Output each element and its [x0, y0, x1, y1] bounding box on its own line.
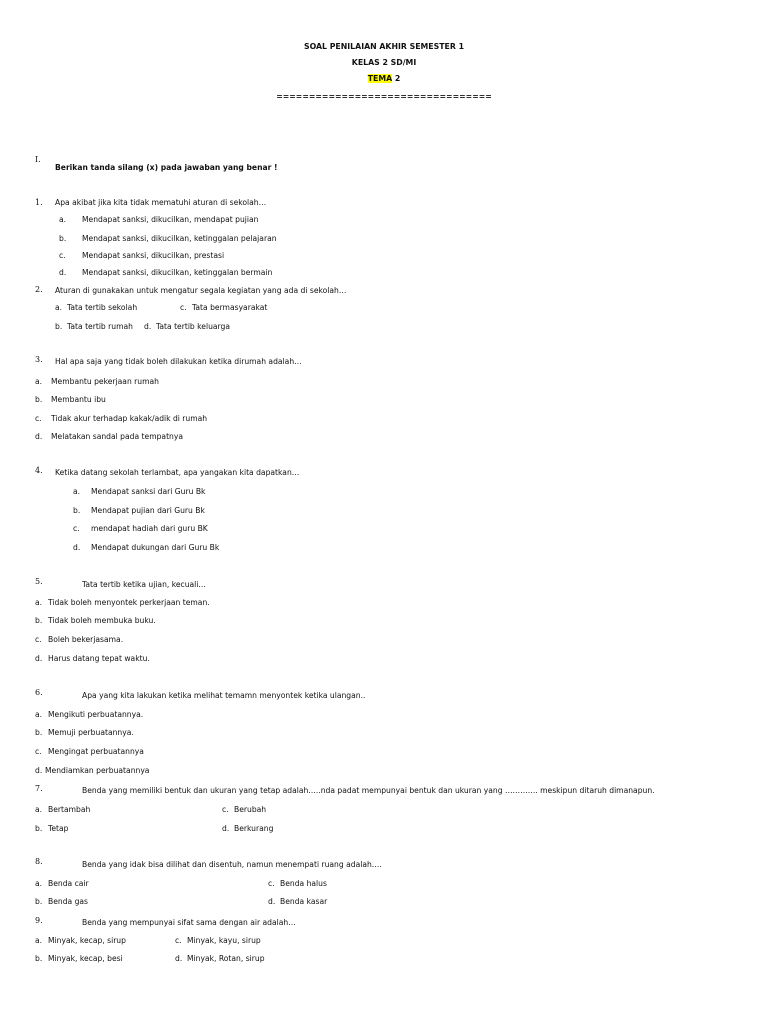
option-letter: a.: [73, 487, 81, 496]
option-letter: b.: [55, 322, 63, 331]
option-text: Mengikuti perbuatannya.: [48, 710, 144, 719]
option-letter: b.: [35, 616, 43, 625]
option-text: Benda gas: [48, 897, 89, 906]
question-number: 7.: [35, 784, 43, 793]
option-text: Membantu ibu: [51, 395, 106, 404]
option-letter: c.: [73, 524, 80, 533]
option-letter: a.: [35, 598, 43, 607]
option-text: Berkurang: [234, 824, 274, 833]
option-text: Minyak, kayu, sirup: [187, 936, 261, 945]
option-text: Mendapat dukungan dari Guru Bk: [91, 543, 220, 552]
option-text: Mengingat perbuatannya: [48, 747, 144, 756]
theme-label: [0, 74, 768, 83]
option-letter: c.: [35, 414, 42, 423]
option-text: Harus datang tepat waktu.: [48, 654, 150, 663]
option-text: Benda kasar: [280, 897, 328, 906]
option-text: Tata bermasyarakat: [192, 303, 268, 312]
question-number: 3.: [35, 355, 43, 364]
option-letter: a.: [35, 377, 43, 386]
option-letter: c.: [222, 805, 229, 814]
option-text: Mendapat sanksi, dikucilkan, mendapat pujian: [82, 215, 259, 224]
question-number: 8.: [35, 857, 43, 866]
option-text: Melatakan sandal pada tempatnya: [51, 432, 184, 441]
option-letter: b.: [35, 897, 43, 906]
option-letter: d.: [175, 954, 183, 963]
question-text: Benda yang memiliki bentuk dan ukuran yang tetap adalah…..nda padat mempunyai bentuk dan ukuran yang …………. meskipun ditaruh dimanapun.: [82, 786, 655, 795]
question-text: Tata tertib ketika ujian, kecuali…: [82, 580, 206, 589]
question-number: 2.: [35, 285, 43, 294]
option-text: Mendapat sanksi, dikucilkan, ketinggalan bermain: [82, 268, 273, 277]
option-letter: b.: [35, 728, 43, 737]
option-letter: a.: [35, 936, 43, 945]
option-text: Mendapat sanksi, dikucilkan, prestasi: [82, 251, 225, 260]
question-number: 1.: [35, 198, 43, 207]
option-letter: a.: [35, 710, 43, 719]
option-letter: b.: [73, 506, 81, 515]
question-number: 4.: [35, 466, 43, 475]
option-letter: d.: [222, 824, 230, 833]
class-label: KELAS 2 SD/MI: [351, 58, 417, 67]
option-letter: d.: [73, 543, 81, 552]
option-letter: d.: [35, 432, 43, 441]
section-number: I.: [35, 155, 41, 164]
option-letter: c.: [268, 879, 275, 888]
option-text: Tetap: [48, 824, 69, 833]
option-text: mendapat hadiah dari guru BK: [91, 524, 208, 533]
question-text: Apa akibat jika kita tidak mematuhi aturan di sekolah…: [55, 198, 267, 207]
option-letter: c.: [180, 303, 187, 312]
option-text: Mendapat sanksi, dikucilkan, ketinggalan pelajaran: [82, 234, 277, 243]
option-text: Mendapat pujian dari Guru Bk: [91, 506, 205, 515]
option-letter: c.: [35, 747, 42, 756]
option-letter: b.: [35, 954, 43, 963]
option-text: Mendiamkan perbuatannya: [45, 766, 150, 775]
option-letter: a.: [35, 879, 43, 888]
option-letter: d.: [35, 766, 43, 775]
option-text: Tidak akur terhadap kakak/adik di rumah: [51, 414, 208, 423]
question-text: Apa yang kita lakukan ketika melihat temamn menyontek ketika ulangan..: [82, 691, 366, 700]
option-letter: b.: [35, 824, 43, 833]
option-letter: c.: [175, 936, 182, 945]
option-text: Memuji perbuatannya.: [48, 728, 134, 737]
option-letter: a.: [55, 303, 63, 312]
option-text: Tidak boleh menyontek perkerjaan teman.: [48, 598, 210, 607]
option-text: Benda halus: [280, 879, 327, 888]
option-text: Minyak, kecap, besi: [48, 954, 123, 963]
option-letter: b.: [35, 395, 43, 404]
option-text: Tata tertib keluarga: [156, 322, 231, 331]
option-text: Minyak, kecap, sirup: [48, 936, 126, 945]
option-letter: c.: [59, 251, 66, 260]
question-text: Benda yang mempunyai sifat sama dengan air adalah…: [82, 918, 296, 927]
option-text: Tata tertib sekolah: [67, 303, 138, 312]
question-number: 9.: [35, 916, 43, 925]
theme-number: 2: [394, 74, 401, 83]
document-title: SOAL PENILAIAN AKHIR SEMESTER 1: [303, 42, 465, 51]
question-text: Benda yang idak bisa dilihat dan disentuh, namun menempati ruang adalah….: [82, 860, 382, 869]
option-text: Mendapat sanksi dari Guru Bk: [91, 487, 206, 496]
question-number: 5.: [35, 577, 43, 586]
option-text: Tidak boleh membuka buku.: [48, 616, 156, 625]
option-text: Boleh bekerjasama.: [48, 635, 124, 644]
question-text: Aturan di gunakakan untuk mengatur segala kegiatan yang ada di sekolah…: [55, 286, 347, 295]
option-text: Benda cair: [48, 879, 89, 888]
option-letter: d.: [144, 322, 152, 331]
theme-word-highlight: TEMA: [367, 74, 393, 83]
option-letter: a.: [59, 215, 67, 224]
option-text: Berubah: [234, 805, 267, 814]
option-text: Membantu pekerjaan rumah: [51, 377, 159, 386]
option-letter: d.: [268, 897, 276, 906]
option-letter: c.: [35, 635, 42, 644]
question-number: 6.: [35, 688, 43, 697]
option-letter: a.: [35, 805, 43, 814]
question-text: Hal apa saja yang tidak boleh dilakukan ketika dirumah adalah…: [55, 357, 302, 366]
header-divider: =================================: [276, 92, 492, 101]
option-text: Tata tertib rumah: [67, 322, 133, 331]
option-text: Bertambah: [48, 805, 91, 814]
option-text: Minyak, Rotan, sirup: [187, 954, 265, 963]
option-letter: d.: [35, 654, 43, 663]
option-letter: d.: [59, 268, 67, 277]
section-instruction: Berikan tanda silang (x) pada jawaban yang benar !: [55, 163, 278, 172]
question-text: Ketika datang sekolah terlambat, apa yangakan kita dapatkan…: [55, 468, 300, 477]
option-letter: b.: [59, 234, 67, 243]
